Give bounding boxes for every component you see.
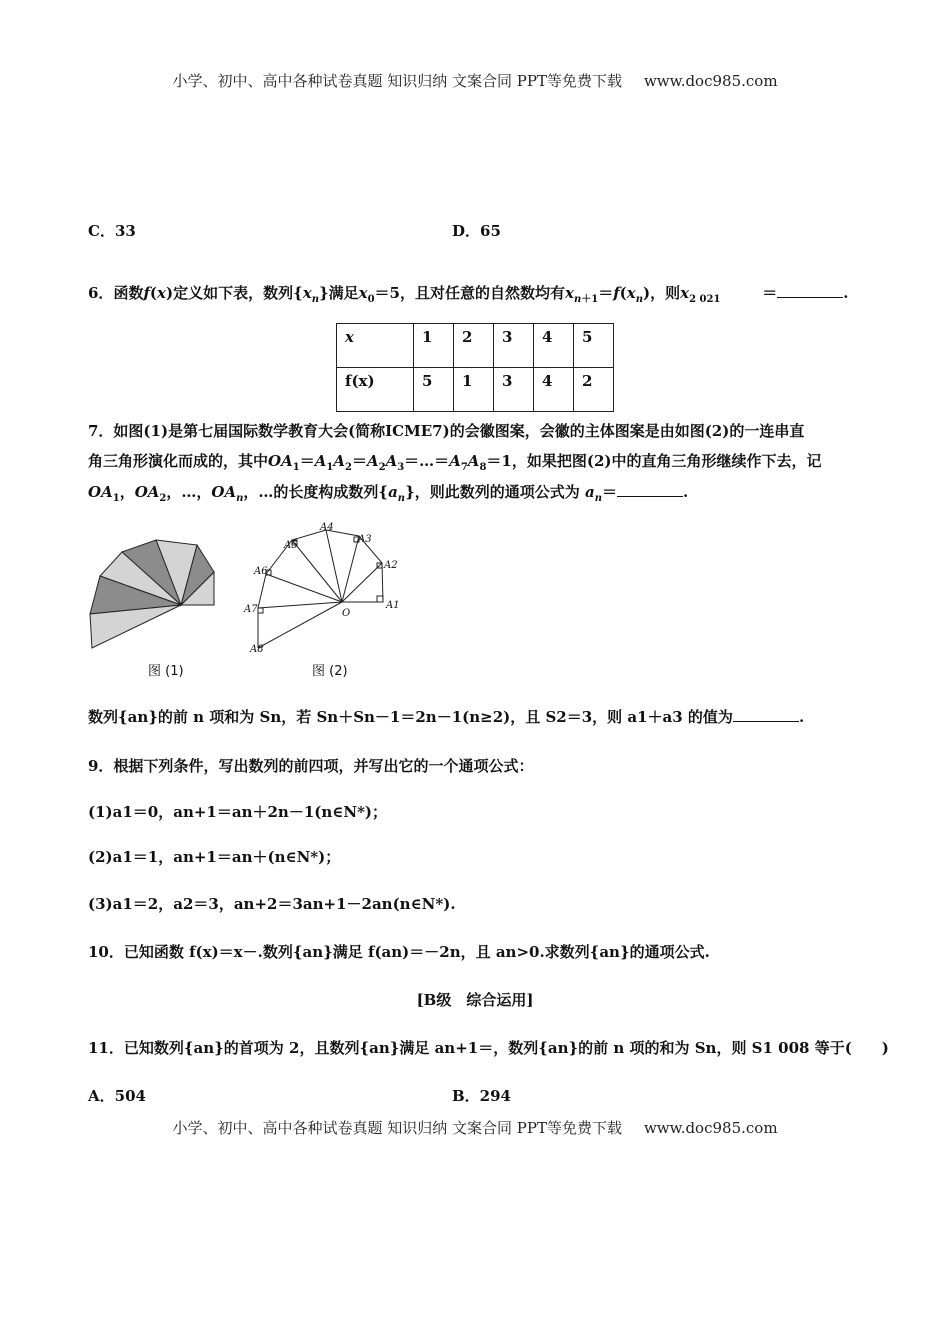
answer-blank [733, 707, 799, 722]
label-A5: A5 [284, 540, 298, 551]
spiral-triangles-figure [240, 518, 410, 656]
label-O: O [342, 608, 351, 619]
icme7-emblem-figure [86, 530, 221, 650]
header-text: 小学、初中、高中各种试卷真题 知识归纳 文案合同 PPT等免费下载 [172, 72, 622, 90]
table-cell: 4 [534, 368, 574, 412]
q11-option-a: A．504 [88, 1087, 146, 1105]
question-9-condition-3: (3)a1＝2，a2＝3，an+2＝3an+1－2an(n∈N*). [88, 895, 456, 913]
page-header [0, 70, 950, 91]
segment-OA8 [258, 602, 342, 648]
function-table [336, 323, 614, 412]
label-A3: A3 [358, 534, 372, 545]
footer-text: 小学、初中、高中各种试卷真题 知识归纳 文案合同 PPT等免费下载 [172, 1119, 622, 1137]
question-9-condition-2: (2)a1＝1，an+1＝an＋(n∈N*)； [88, 848, 341, 866]
label-A8: A8 [250, 644, 264, 655]
segment-OA3 [342, 536, 359, 602]
table-row [337, 324, 614, 368]
table-cell: f(x) [337, 368, 414, 412]
question-7-line2: 角三角形演化而成的，其中$OA_1=A_1A_2=A_2A_3=\dots=A_7A_8=1$，如果把图(2)中的直角三角形继续作下去，记 [88, 452, 822, 473]
table-cell: 1 [454, 368, 494, 412]
label-A4: A4 [320, 522, 334, 533]
figure-2-caption: 图 (2) [312, 664, 348, 679]
table-cell: 1 [414, 324, 454, 368]
label-A7: A7 [244, 604, 258, 615]
table-cell: 2 [574, 368, 614, 412]
page-footer [0, 1117, 950, 1138]
question-8: 数列{an}的前 n 项和为 Sn，若 Sn＋Sn－1＝2n－1(n≥2)，且 S2＝3，则 a1＋a3 的值为 . [88, 708, 805, 726]
label-A1: A1 [386, 600, 400, 611]
question-11: 11．已知数列{an}的首项为 2，且数列{an}满足 an+1＝，数列{an}的前 n 项的和为 Sn，则 S1 008 等于( ) [88, 1039, 889, 1057]
question-9-condition-1: (1)a1＝0，an+1＝an＋2n－1(n∈N*)； [88, 803, 388, 821]
right-angle-mark [377, 596, 383, 602]
table-cell: 5 [414, 368, 454, 412]
right-angle-mark [258, 608, 263, 613]
question-6: 6．函数f(x)定义如下表，数列$\{x_n\}$满足$x_0=5$，且对任意的自然数均有$x_{n+1}=f(x_n)$，则$x_{2 021}$ ＝ . [88, 284, 849, 305]
header-site: www.doc985.com [643, 72, 778, 90]
answer-blank [617, 482, 683, 497]
table-cell: 2 [454, 324, 494, 368]
table-cell: 5 [574, 324, 614, 368]
q5-option-d: D．65 [452, 222, 501, 240]
spiral-outer-edge [258, 530, 383, 648]
answer-blank [777, 283, 843, 298]
q5-option-c: C．33 [88, 222, 136, 240]
footer-site: www.doc985.com [643, 1119, 778, 1137]
question-7-line1: 7．如图(1)是第七届国际数学教育大会(简称ICME7)的会徽图案，会徽的主体图案是由如图(2)的一连串直 [88, 422, 805, 440]
table-row [337, 368, 614, 412]
table-cell: 4 [534, 324, 574, 368]
table-cell: 3 [494, 368, 534, 412]
table-cell: 3 [494, 324, 534, 368]
label-A6: A6 [254, 566, 268, 577]
segment-OA4 [326, 530, 342, 602]
figure-1-caption: 图 (1) [148, 664, 184, 679]
section-heading: [B级 综合运用] [416, 991, 534, 1009]
table-cell: x [337, 324, 414, 368]
segment-OA7 [258, 602, 342, 608]
question-7-line3: $OA_1$，$OA_2$，…，$OA_n$，…的长度构成数列$\{a_n\}$，则此数列的通项公式为 $a_n=$ . [88, 483, 689, 504]
q11-option-b: B．294 [452, 1087, 511, 1105]
label-A2: A2 [384, 560, 398, 571]
question-10: 10．已知函数 f(x)＝x－.数列{an}满足 f(an)＝－2n，且 an>0.求数列{an}的通项公式. [88, 943, 710, 961]
segment-OA2 [342, 563, 382, 602]
question-9-stem: 9．根据下列条件，写出数列的前四项，并写出它的一个通项公式： [88, 757, 534, 775]
